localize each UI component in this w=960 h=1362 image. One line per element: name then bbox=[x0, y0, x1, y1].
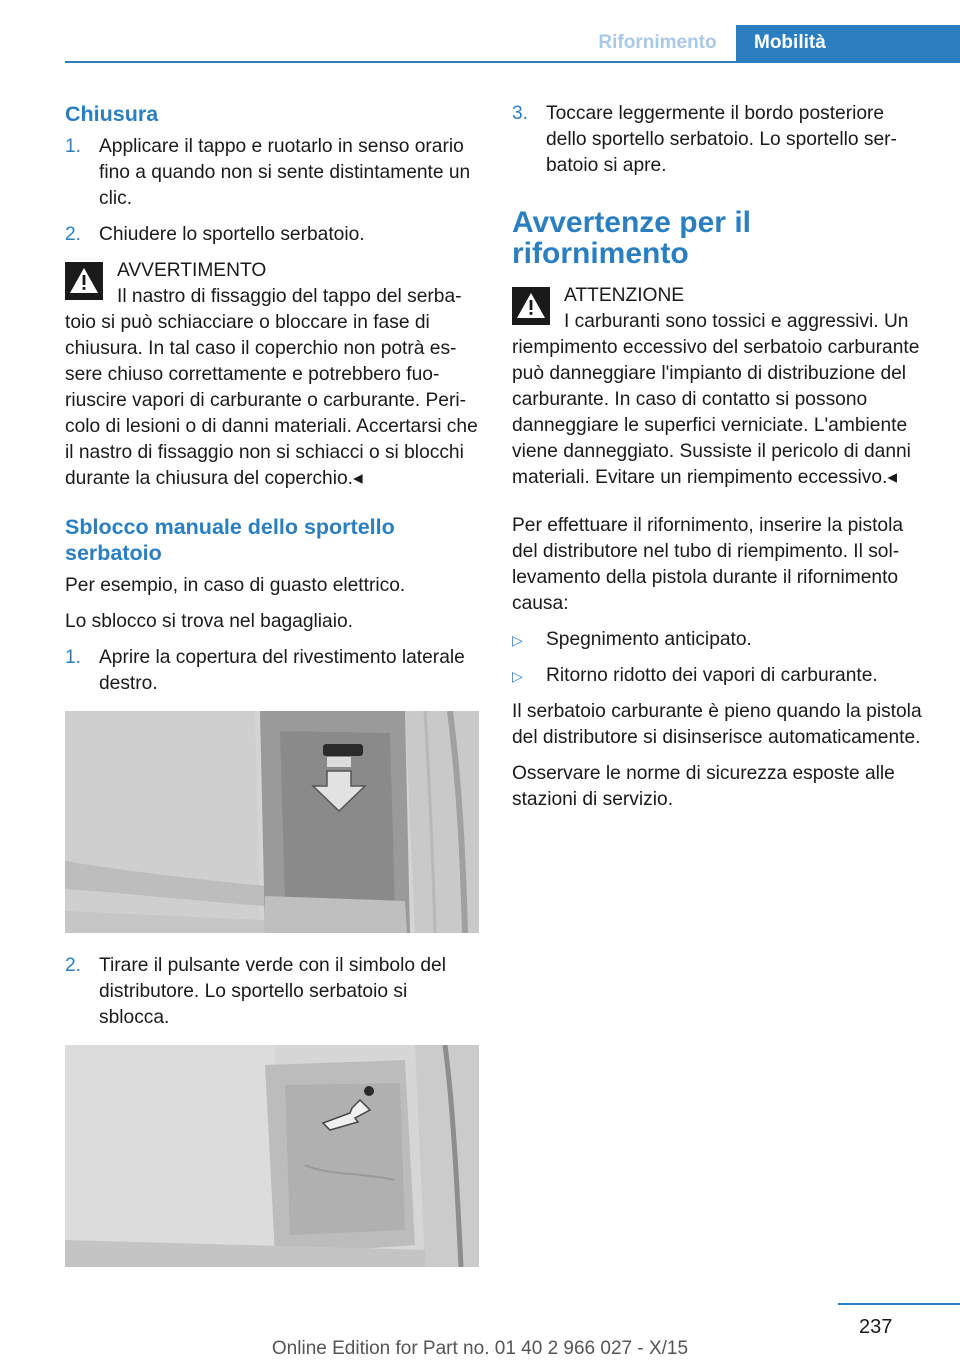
header-rule bbox=[65, 61, 960, 63]
paragraph: Per effettuare il rifornimento, inserire la pistola del distributore nel tubo di riempimento. Il sollevamento della pistola durante il rifornimento causa: bbox=[512, 515, 904, 614]
paragraph: Osservare le norme di sicurezza esposte alle stazioni di servizio. bbox=[512, 763, 895, 810]
step-item bbox=[65, 134, 479, 212]
warning-block bbox=[65, 258, 479, 492]
step-text: Applicare il tappo e ruotarlo in senso orario fino a quando non si sente distintamente un clic. bbox=[99, 136, 471, 209]
step-number: 3. bbox=[512, 103, 529, 124]
step-number: 1. bbox=[65, 647, 82, 668]
warning-triangle-icon bbox=[512, 287, 550, 325]
left-column bbox=[65, 101, 479, 1287]
step-number: 2. bbox=[65, 955, 82, 976]
triangle-bullet-icon: ▷ bbox=[512, 632, 523, 648]
page-number: 237 bbox=[859, 1316, 893, 1338]
step-text: Tirare il pulsante verde con il simbolo del distributore. Lo sportello serbatoio si sblocca. bbox=[99, 955, 446, 1028]
step-number: 2. bbox=[65, 224, 82, 245]
list-item-text: Ritorno ridotto dei vapori di carburante. bbox=[546, 665, 878, 686]
footer-rule bbox=[838, 1303, 960, 1305]
paragraph: Per esempio, in caso di guasto elettrico. bbox=[65, 575, 406, 596]
triangle-bullet-icon: ▷ bbox=[512, 668, 523, 684]
step-item bbox=[65, 953, 479, 1031]
step-text: Aprire la copertura del rivestimento laterale destro. bbox=[99, 647, 465, 694]
header-tab-rifornimento[interactable]: Rifornimento bbox=[598, 32, 717, 53]
caution-block bbox=[512, 283, 926, 491]
section-heading: Avvertenze per il rifornimento bbox=[512, 206, 751, 270]
sblocco-heading: Sblocco manuale dello sportello serbatoio bbox=[65, 515, 395, 565]
step-item bbox=[65, 222, 479, 248]
warning-triangle-icon bbox=[65, 262, 103, 300]
step-text: Toccare leggermente il bordo posteriore dello sportello serbatoio. Lo sportello serbatoio si apre. bbox=[546, 103, 897, 176]
list-item-text: Spegnimento anticipato. bbox=[546, 629, 752, 650]
header-tab-mobilita[interactable]: Mobilità bbox=[736, 25, 960, 61]
paragraph: Il serbatoio carburante è pieno quando la pistola del distributore si disinserisce automaticamente. bbox=[512, 701, 922, 748]
paragraph: Lo sblocco si trova nel bagagliaio. bbox=[65, 611, 353, 632]
step-item bbox=[512, 101, 926, 179]
step-item bbox=[65, 645, 479, 697]
caution-text: I carburanti sono tossici e aggressivi. Un riempimento eccessivo del serbatoio carburante può danneggiare l'impianto di distribuzione del carburante. In caso di contatto si possono danneggiare le superfici verniciate. L'ambiente viene danneggiato. Sussiste il pericolo di danni materiali. Evitare un riempimento eccessivo.◂ bbox=[512, 311, 920, 488]
step-text: Chiudere lo sportello serbatoio. bbox=[99, 224, 365, 245]
chiusura-heading: Chiusura bbox=[65, 102, 159, 126]
edition-footer: Online Edition for Part no. 01 40 2 966 027 - X/15 bbox=[271, 1338, 689, 1359]
trunk-panel-photo bbox=[65, 711, 479, 933]
warning-text-first: Il nastro di fissaggio del tappo del serbatoio si può schiacciare o bloccare in fase di chiusura. In tal caso il coperchio non potrà essere chiuso correttamente e potrebbero fuoriuscire vapori di carburante o carburante. Pericolo di lesioni o di danni materiali. Accertarsi che il nastro di fissaggio non si schiacci o si blocchi durante la chiusura del coperchio.◂ bbox=[65, 286, 478, 489]
right-column bbox=[512, 101, 926, 823]
warning-title: AVVERTIMENTO bbox=[117, 260, 267, 281]
list-item bbox=[512, 663, 926, 689]
step-number: 1. bbox=[65, 136, 82, 157]
list-item bbox=[512, 627, 926, 653]
release-handle-photo bbox=[65, 1045, 479, 1267]
caution-title: ATTENZIONE bbox=[564, 285, 685, 306]
